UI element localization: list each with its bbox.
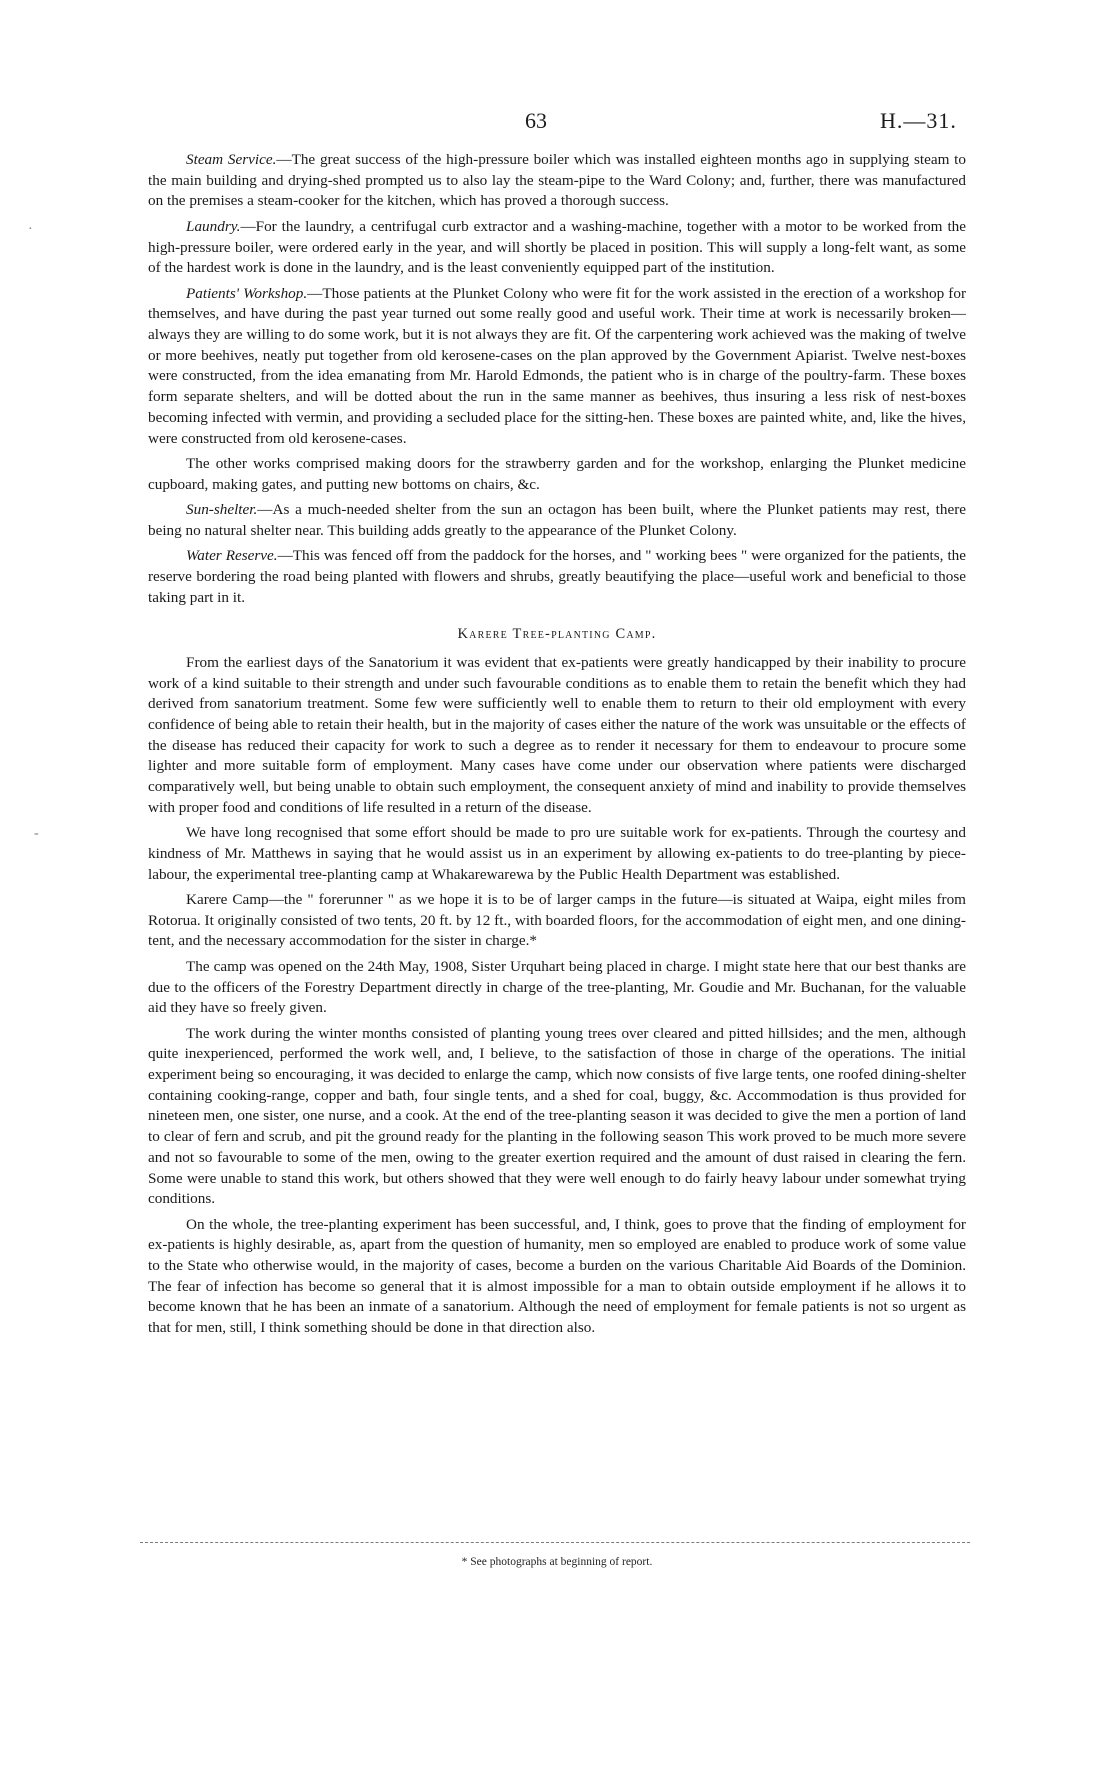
laundry-paragraph: Laundry.—For the laundry, a centrifugal curb extractor and a washing-machine, together with a motor to be worked from the high-pressure boiler, were ordered early in the year, and will shortly be placed in position. This will supply a long-felt want, as some of the hardest work is done in the laundry, and is the least conveniently equipped part of the institution. (148, 217, 966, 277)
other-works-paragraph: The other works comprised making doors for the strawberry garden and for the workshop, enlarging the Plunket medicine cupboard, making gates, and putting new bottoms on chairs, &c. (148, 454, 966, 493)
section-heading: Karere Tree-planting Camp. (457, 626, 657, 643)
steam-service-paragraph: Steam Service.—The great success of the high-pressure boiler which was installed eighteen months ago in supplying steam to the main building and drying-shed prompted us to also lay the steam-pipe to the Ward Colony; and, further, there was manufactured on the premises a steam-cooker for the kitchen, which has proved a thorough success. (148, 151, 966, 210)
paragraph-title: Sun-shelter. (186, 501, 258, 518)
document-reference: H.—31. (880, 108, 957, 133)
page-number: 63 (525, 108, 547, 133)
footnote: * See photographs at beginning of report. (461, 1556, 653, 1568)
karere-paragraph-6: On the whole, the tree-planting experiment has been successful, and, I think, goes to prove that the finding of employment for ex-patients is highly desirable, as, apart from the question of humanity, men so employed are enabled to produce work of some value to the State who otherwise would, in the majority of cases, become a burden on the various Charitable Aid Boards of the Dominion. The fear of infection has become so general that it is almost impossible for a man to obtain outside employment if he allows it to become known that he has been an inmate of a sanatorium. Although the need of employment for female patients is not so urgent as that for men, still, I think something should be done in that direction also. (148, 1215, 966, 1337)
body-text (148, 150, 966, 1344)
paragraph-title: Patients' Workshop. (186, 284, 308, 302)
karere-paragraph-5: The work during the winter months consisted of planting young trees over cleared and pitted hillsides; and the men, although quite inexperienced, performed the work well, and, I believe, to the satisfaction of those in charge of the operations. The initial experiment being so encouraging, it was decided to enlarge the camp, which now consists of five large tents, one roofed dining-shelter containing cooking-range, copper and bath, four single tents, and a shed for coal, buggy, &c. Accommodation is thus provided for nineteen men, one sister, one nurse, and a cook. At the end of the tree-planting season it was decided to give the men a portion of land to clear of fern and scrub, and pit the ground ready for the planting in the following season This work proved to be much more severe and not so favourable to some of the men, owing to the greater exertion required and the amount of dust raised in clearing the fern. Some were unable to stand this work, but others showed that they were well enough to do fairly heavy labour under somewhat trying conditions. (148, 1024, 966, 1208)
paragraph-title: Laundry. (186, 217, 241, 235)
water-reserve-paragraph: Water Reserve.—This was fenced off from the paddock for the horses, and " working bees " were organized for the patients, the reserve bordering the road being planted with flowers and shrubs, greatly beautifying the place—useful work and beneficial to those taking part in it. (148, 547, 966, 606)
margin-mark: - (34, 826, 39, 841)
karere-paragraph-4: The camp was opened on the 24th May, 1908, Sister Urquhart being placed in charge. I might state here that our best thanks are due to the officers of the Forestry Department directly in charge of the tree-planting, Mr. Goudie and Mr. Buchanan, for the valuable aid they have so freely given. (148, 957, 966, 1017)
sun-shelter-paragraph: Sun-shelter.—As a much-needed shelter from the sun an octagon has been built, where the Plunket patients may rest, there being no natural shelter near. This building adds greatly to the appearance of the Plunket Colony. (148, 501, 966, 539)
margin-mark: · (28, 222, 33, 237)
karere-paragraph-1: From the earliest days of the Sanatorium it was evident that ex-patients were greatly handicapped by their inability to procure work of a kind suitable to their strength and under such favourable conditions as to enable them to retain the benefit which they had derived from sanatorium treatment. Some few were sufficiently well to enable them to return to their old employment with every confidence of being able to retain their health, but in the majority of cases either the nature of the work was unsuitable or the effects of the disease has reduced their capacity for work to such a degree as to render it necessary for them to endeavour to procure some lighter and more suitable form of employment. Many cases have come under our observation where patients were discharged comparatively well, but being unable to obtain such employment, the consequent anxiety of mind and inability to provide themselves with proper food and conditions of life resulted in a return of the disease. (148, 653, 966, 816)
footnote-divider (140, 1542, 970, 1543)
karere-paragraph-2: We have long recognised that some effort should be made to pro ure suitable work for ex-patients. Through the courtesy and kindness of Mr. Matthews in saying that he would assist us in an experiment by allowing ex-patients to do tree-planting by piece-labour, the experimental tree-planting camp at Whakarewarewa by the Public Health Department was established. (148, 824, 966, 883)
paragraph-title: Steam Service. (186, 151, 277, 168)
paragraph-title: Water Reserve. (186, 547, 278, 565)
patients-workshop-paragraph: Patients' Workshop.—Those patients at the Plunket Colony who were fit for the work assisted in the erection of a workshop for themselves, and have during the past year turned out some really good and useful work. Their time at work is necessarily broken—always they are willing to do some work, but it is not always they are fit. Of the carpentering work achieved was the making of twelve or more beehives, neatly put together from old kerosene-cases on the plan approved by the Government Apiarist. Twelve nest-boxes were constructed, from the idea emanating from Mr. Harold Edmonds, the patient who is in charge of the poultry-farm. These boxes form separate shelters, and will be dotted about the run in the same manner as beehives, thus insuring a less risk of nest-boxes becoming infected with vermin, and providing a secluded place for the sitting-hen. These boxes are painted white, and, like the hives, were constructed from old kerosene-cases. (148, 284, 967, 447)
karere-paragraph-3: Karere Camp—the " forerunner " as we hope it is to be of larger camps in the future—is situated at Waipa, eight miles from Rotorua. It originally consisted of two tents, 20 ft. by 12 ft., with boarded floors, for the accommodation of eight men, and one dining-tent, and the necessary accommodation for the sister in charge.* (148, 891, 966, 950)
